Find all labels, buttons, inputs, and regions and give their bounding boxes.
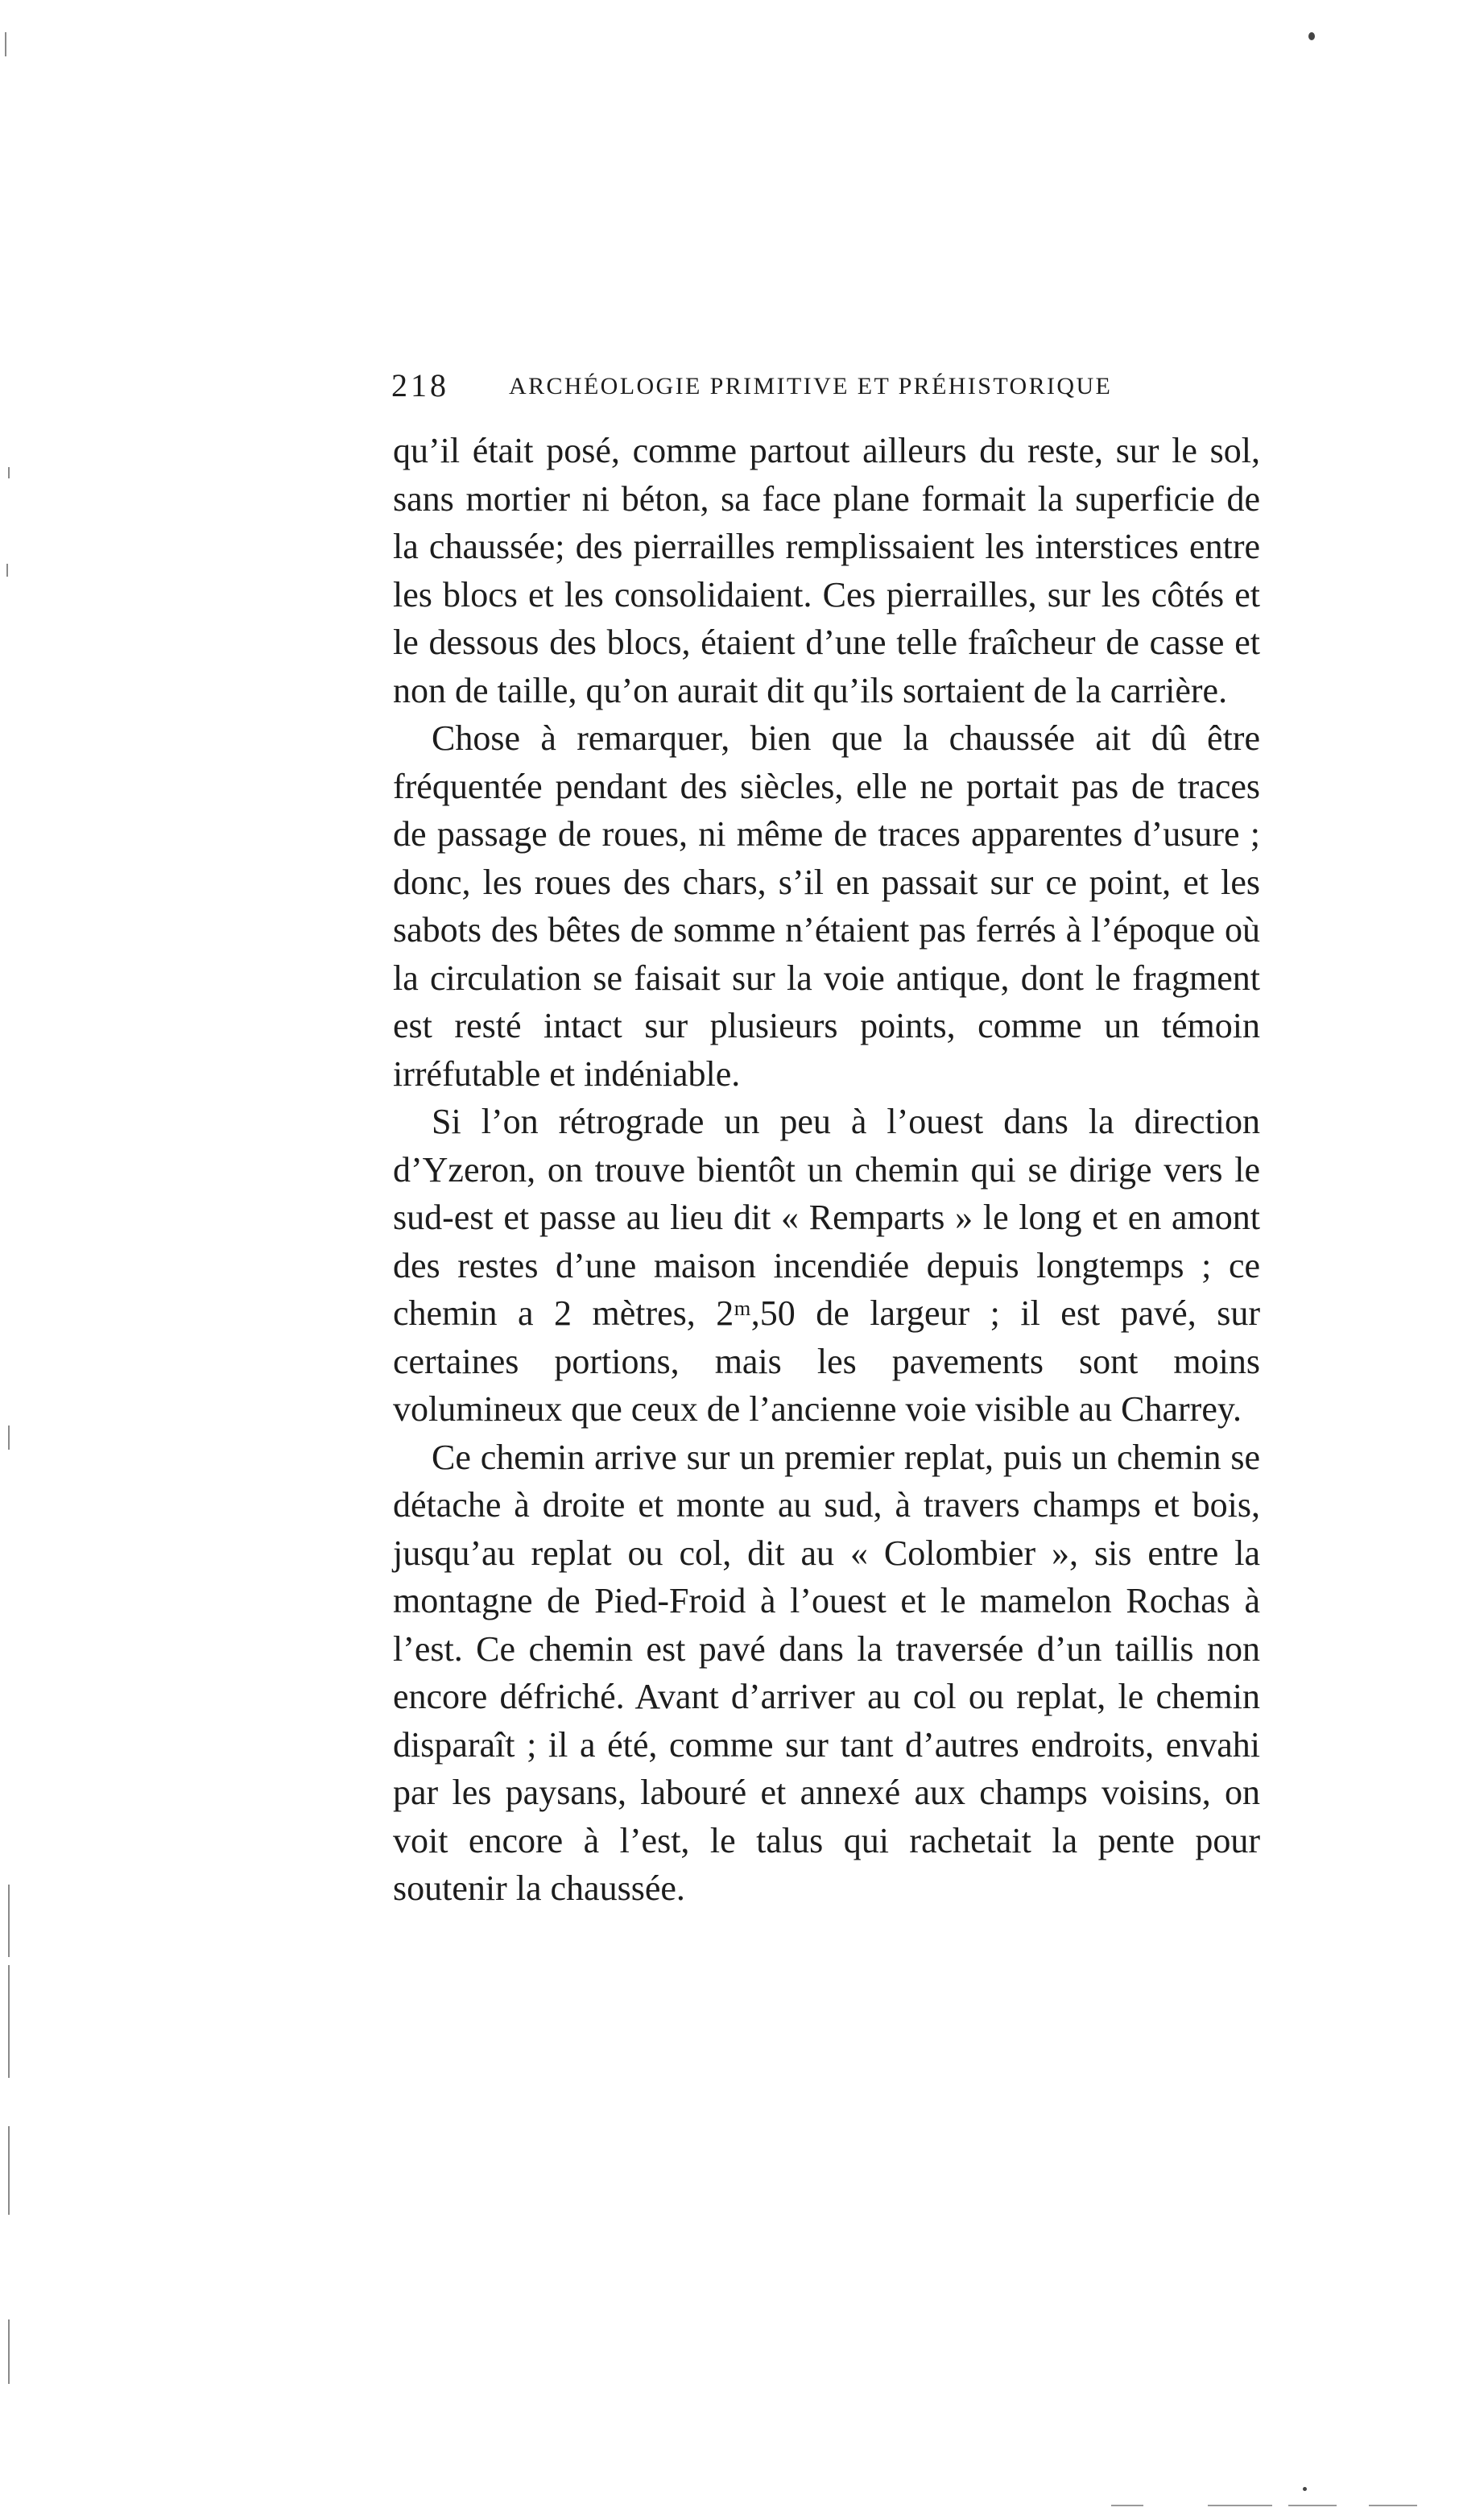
scan-bottom-line [1369,2505,1417,2506]
paragraph: Chose à remarquer, bien que la chaussée ait dû être fréquentée pendant des siècles, elle ne portait pas de traces de passage de roues, ni même de traces apparentes d’usure ; donc, les roues des chars, s’il en passait sur ce point, et les sabots des bêtes de somme n’étaient pas ferrés à l’époque où la circulation se faisait sur la voie antique, dont le fragment est resté intact sur plusieurs points, comme un témoin irréfutable et indéniable. [393,718,1260,1094]
running-head-title: ARCHÉOLOGIE PRIMITIVE ET PRÉHISTORIQUE [509,373,1113,399]
scan-edge-mark [8,2126,10,2215]
scan-edge-mark [5,32,6,56]
scan-edge-mark [6,564,8,577]
body-text [393,427,1260,1913]
scan-edge-mark [8,467,10,478]
scan-bottom-line [1111,2505,1143,2506]
paragraph: Si l’on rétrograde un peu à l’ouest dans la direction d’Yzeron, on trouve bientôt un chemin qui se dirige vers le sud-est et passe au lieu dit « Remparts » le long et en amont des restes d’une maison incendiée depuis longtemps ; ce chemin a 2 mètres, 2ᵐ,50 de largeur ; il est pavé, sur certaines portions, mais les pavements sont moins volumineux que ceux de l’ancienne voie visible au Charrey. [393,1102,1260,1429]
paragraph: Ce chemin arrive sur un premier replat, puis un chemin se détache à droite et monte au sud, à travers champs et bois, jusqu’au replat ou col, dit au « Colombier », sis entre la montagne de Pied-Froid à l’ouest et le mamelon Rochas à l’est. Ce chemin est pavé dans la traversée d’un taillis non encore défriché. Avant d’arriver au col ou replat, le chemin disparaît ; il a été, comme sur tant d’autres endroits, envahi par les paysans, labouré et annexé aux champs voisins, on voit encore à l’est, le talus qui rachetait la pente pour soutenir la chaussée. [393,1437,1260,1908]
scan-bottom-line [1288,2505,1337,2506]
scan-edge-mark [8,1885,10,1957]
scan-edge-mark [8,1965,10,2078]
ink-speck [1303,2487,1307,2491]
page-number: 218 [391,367,449,403]
scan-bottom-line [1208,2505,1272,2506]
scan-edge-mark [8,1426,10,1450]
ink-speck [1308,32,1315,40]
scan-edge-mark [8,2319,10,2384]
paragraph: qu’il était posé, comme partout ailleurs du reste, sur le sol, sans mortier ni béton, sa face plane formait la superficie de la chaussée; des pierrailles remplissaient les interstices entre les blocs et les consolidaient. Ces pierrailles, sur les côtés et le dessous des blocs, étaient d’une telle fraîcheur de casse et non de taille, qu’on aurait dit qu’ils sortaient de la carrière. [393,431,1260,710]
running-header [391,366,1261,415]
